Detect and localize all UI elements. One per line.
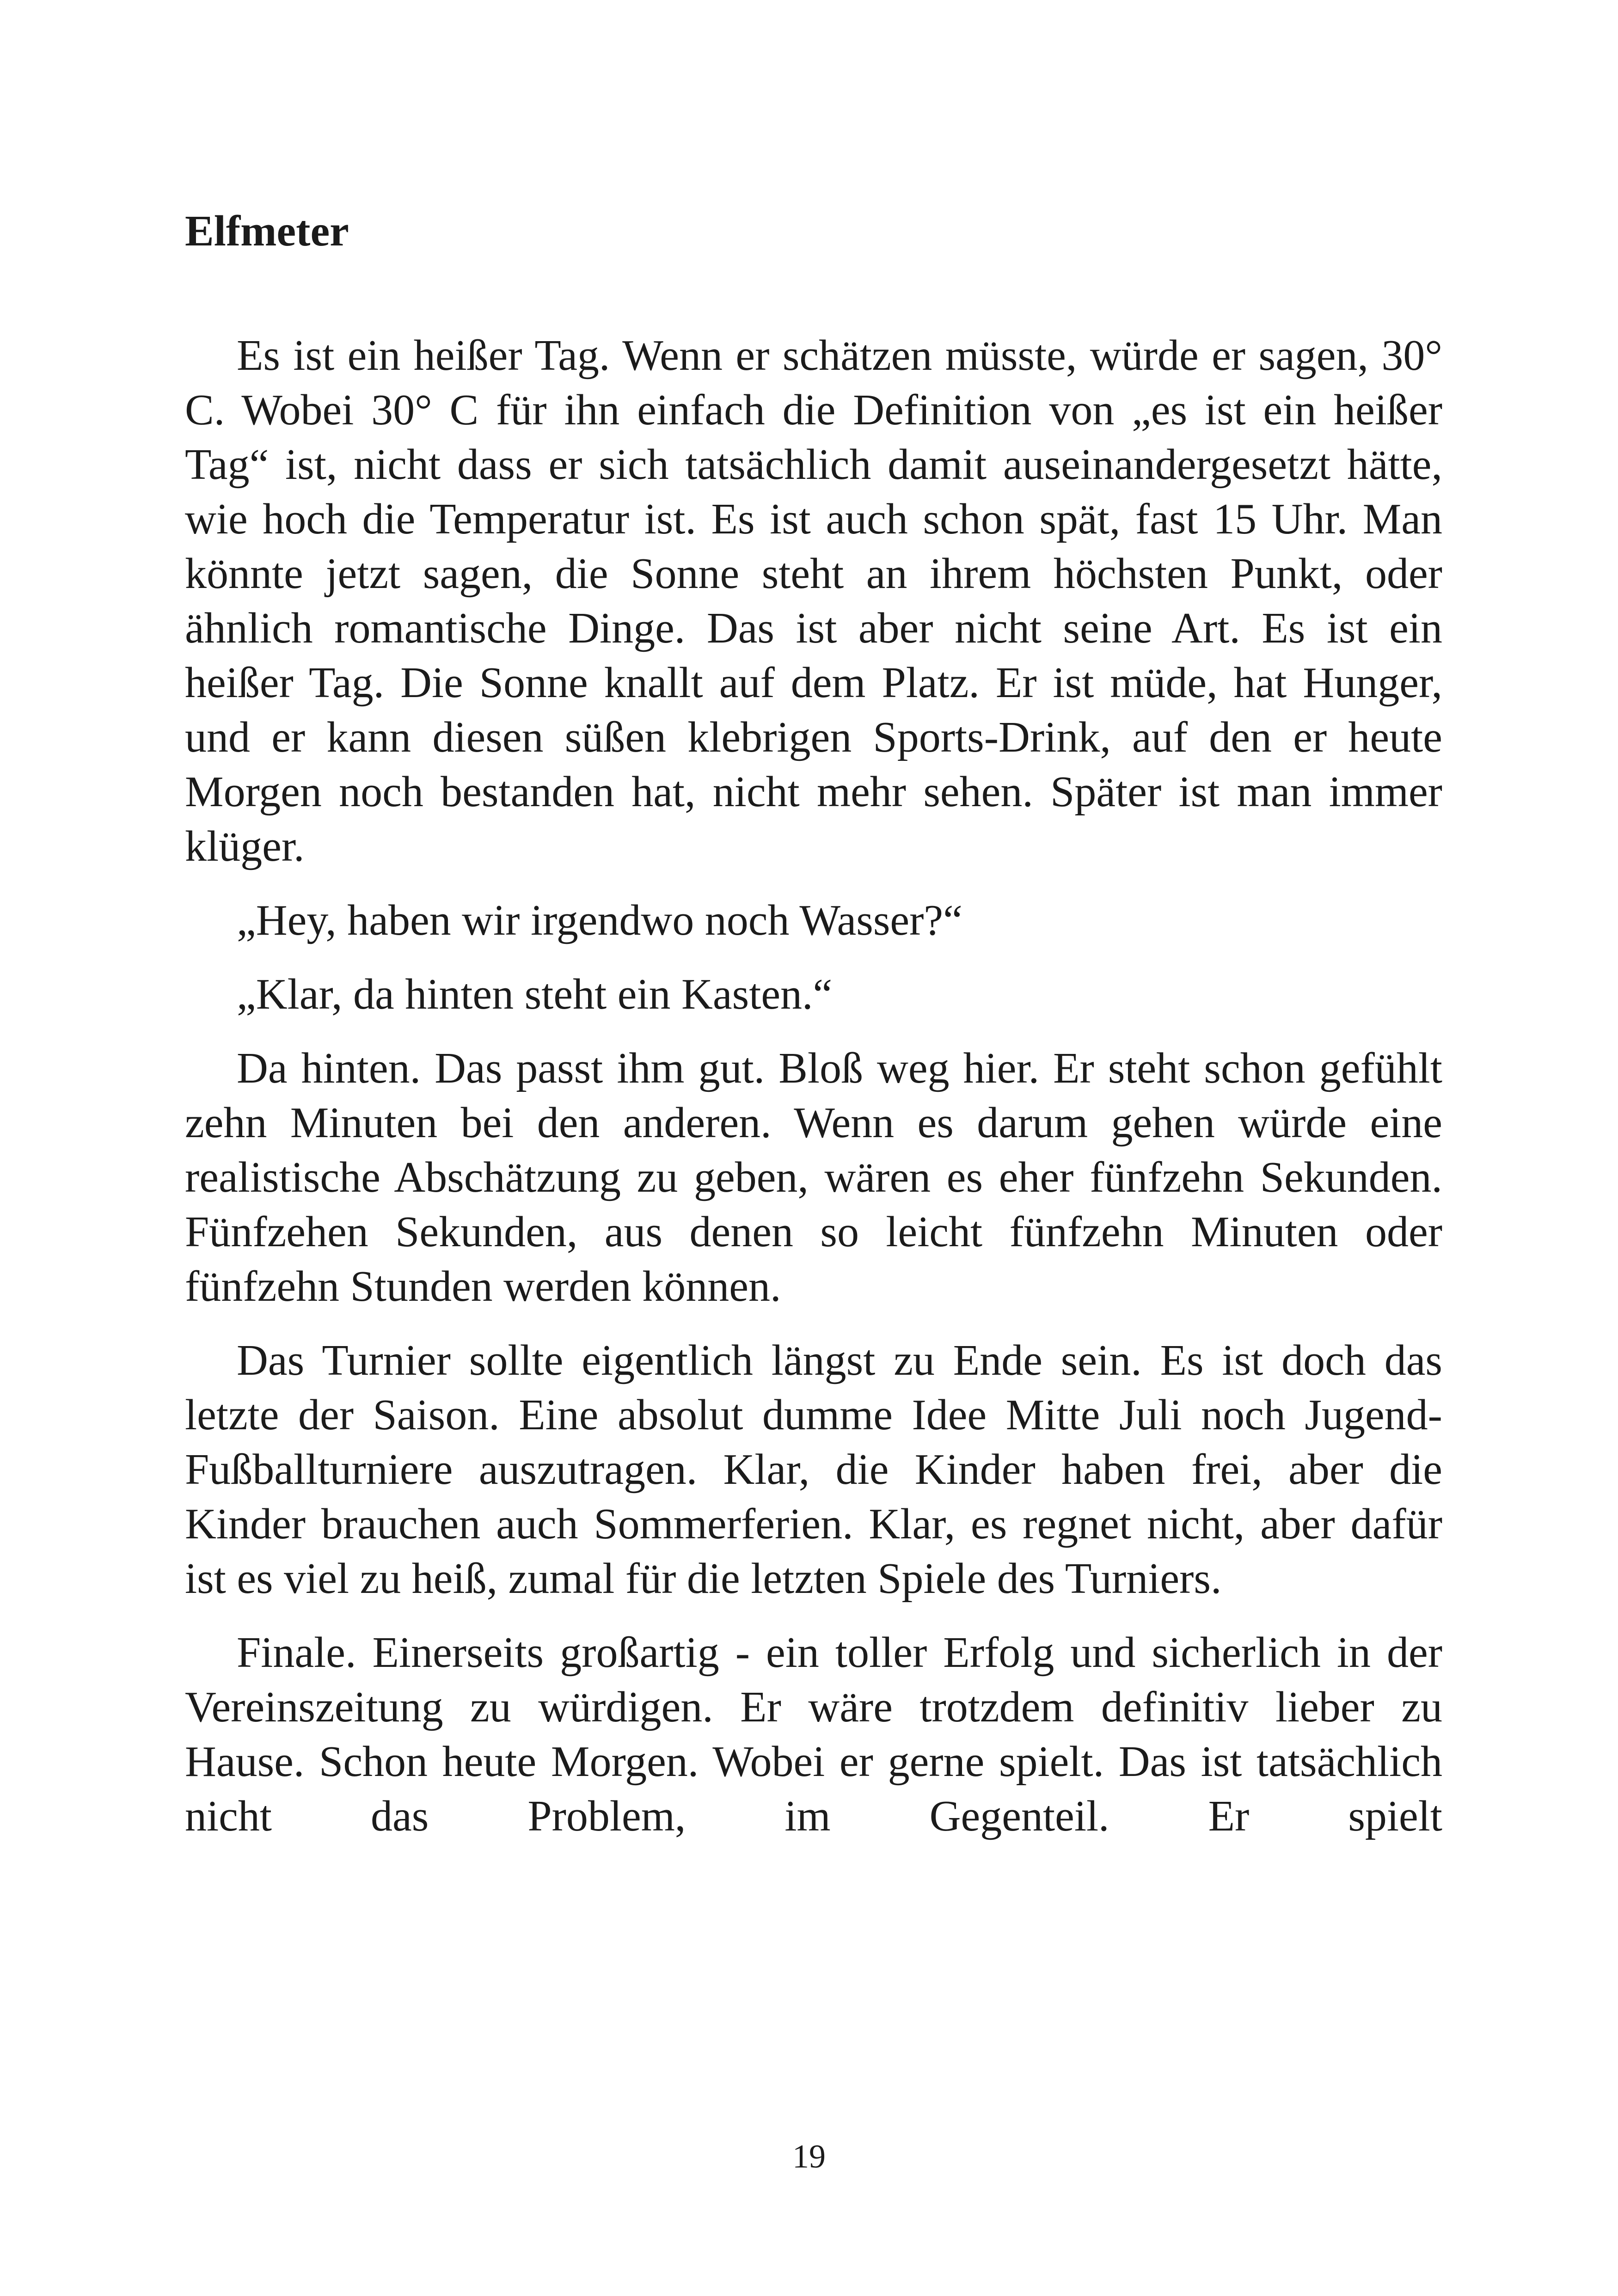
paragraph-2: „Hey, haben wir irgendwo noch Wasser?“ (237, 896, 962, 944)
paragraph-1: Es ist ein heißer Tag. Wenn er schätzen müsste, würde er sagen, 30° C. Wobei 30° C für ihn einfach die Definition von „es ist ein heißer Tag“ ist, nicht dass er sich tatsächlich damit auseinandergesetzt hätte, wie hoch die Temperatur ist. Es ist auch schon spät, fast 15 Uhr. Man könnte jetzt sagen, die Sonne steht an ihrem höchsten Punkt, oder ähnlich romantische Dinge. Das ist aber nicht seine Art. Es ist ein heißer Tag. Die Sonne knallt auf dem Platz. Er ist müde, hat Hunger, und er kann diesen süßen klebrigen Sports-Drink, auf den er heute Morgen noch bestanden hat, nicht mehr sehen. Später ist man immer klüger. (185, 331, 1442, 870)
paragraph-4: Da hinten. Das passt ihm gut. Bloß weg hier. Er steht schon gefühlt zehn Minuten bei den anderen. Wenn es darum gehen würde eine realistische Abschätzung zu geben, wären es eher fünfzehn Sekunden. Fünfzehen Sekunden, aus denen so leicht fünfzehn Minuten oder fünfzehn Stunden werden können. (185, 1044, 1442, 1310)
page-number: 19 (792, 2138, 826, 2175)
paragraph-3: „Klar, da hinten steht ein Kasten.“ (237, 970, 833, 1018)
paragraph-5: Das Turnier sollte eigentlich längst zu Ende sein. Es ist doch das letzte der Saison. Eine absolut dumme Idee Mitte Juli noch Jugend-Fußballturniere auszutragen. Klar, die Kinder haben frei, aber die Kinder brauchen auch Sommerferien. Klar, es regnet nicht, aber dafür ist es viel zu heiß, zumal für die letzten Spiele des Turniers. (185, 1336, 1442, 1603)
book-page (185, 203, 1442, 1863)
chapter-title: Elfmeter (185, 207, 349, 255)
paragraph-6: Finale. Einerseits großartig - ein toller Erfolg und sicherlich in der Vereinszeitung zu würdigen. Er wäre trotzdem definitiv lieber zu Hause. Schon heute Morgen. Wobei er gerne spielt. Das ist tatsächlich nicht das Problem, im Gegenteil. Er spielt (185, 1629, 1442, 1840)
